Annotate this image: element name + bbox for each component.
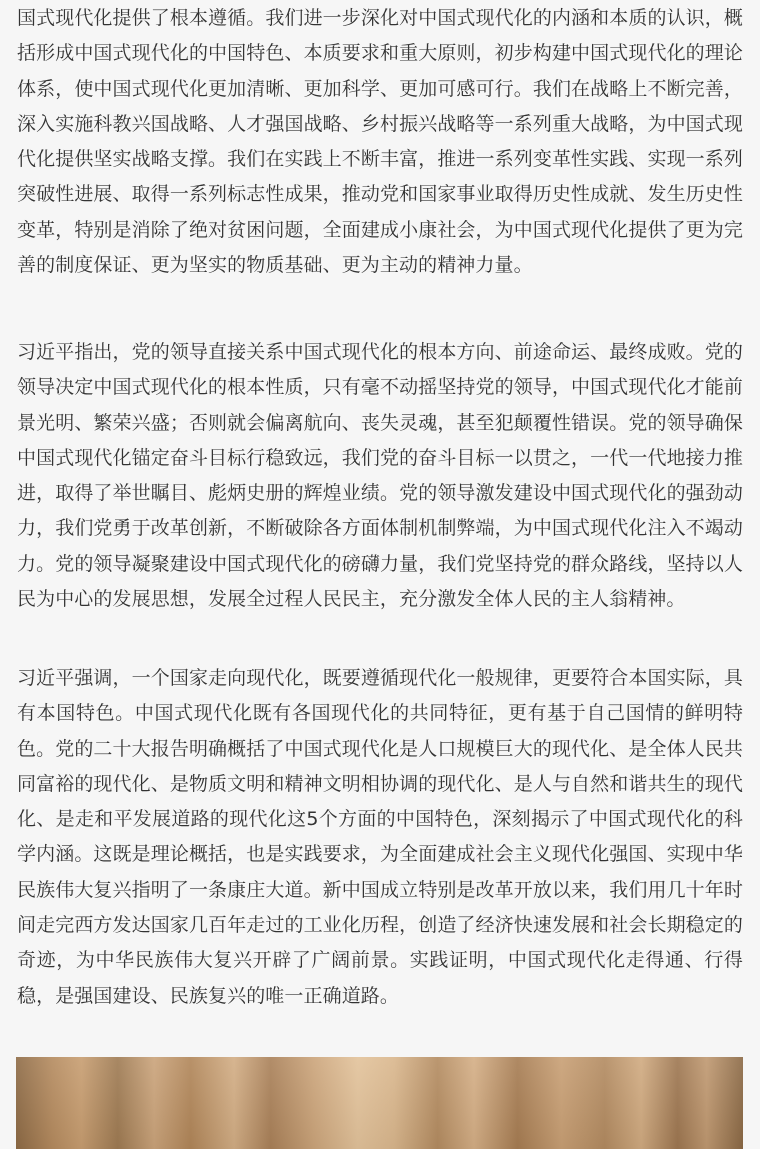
decorative-gold-banner-image xyxy=(16,1057,743,1149)
paragraph-3: 习近平强调，一个国家走向现代化，既要遵循现代化一般规律，更要符合本国实际，具有本国特色。中国式现代化既有各国现代化的共同特征，更有基于自己国情的鲜明特色。党的二十大报告明确概括了中国式现代化是人口规模巨大的现代化、是全体人民共同富裕的现代化、是物质文明和精神文明相协调的现代化、是人与自然和谐共生的现代化、是走和平发展道路的现代化这5个方面的中国特色，深刻揭示了中国式现代化的科学内涵。这既是理论概括，也是实践要求，为全面建成社会主义现代化强国、实现中华民族伟大复兴指明了一条康庄大道。新中国成立特别是改革开放以来，我们用几十年时间走完西方发达国家几百年走过的工业化历程，创造了经济快速发展和社会长期稳定的奇迹，为中华民族伟大复兴开辟了广阔前景。实践证明，中国式现代化走得通、行得稳，是强国建设、民族复兴的唯一正确道路。 xyxy=(17,667,743,1007)
paragraph-1: 国式现代化提供了根本遵循。我们进一步深化对中国式现代化的内涵和本质的认识，概括形成中国式现代化的中国特色、本质要求和重大原则，初步构建中国式现代化的理论体系，使中国式现代化更加清晰、更加科学、更加可感可行。我们在战略上不断完善，深入实施科教兴国战略、人才强国战略、乡村振兴战略等一系列重大战略，为中国式现代化提供坚实战略支撑。我们在实践上不断丰富，推进一系列变革性实践、实现一系列突破性进展、取得一系列标志性成果，推动党和国家事业取得历史性成就、发生历史性变革，特别是消除了绝对贫困问题，全面建成小康社会，为中国式现代化提供了更为完善的制度保证、更为坚实的物质基础、更为主动的精神力量。 xyxy=(17,7,743,277)
paragraph-2: 习近平指出，党的领导直接关系中国式现代化的根本方向、前途命运、最终成败。党的领导决定中国式现代化的根本性质，只有毫不动摇坚持党的领导，中国式现代化才能前景光明、繁荣兴盛；否则就会偏离航向、丧失灵魂，甚至犯颠覆性错误。党的领导确保中国式现代化锚定奋斗目标行稳致远，我们党的奋斗目标一以贯之，一代一代地接力推进，取得了举世瞩目、彪炳史册的辉煌业绩。党的领导激发建设中国式现代化的强劲动力，我们党勇于改革创新，不断破除各方面体制机制弊端，为中国式现代化注入不竭动力。党的领导凝聚建设中国式现代化的磅礴力量，我们党坚持党的群众路线，坚持以人民为中心的发展思想，发展全过程人民民主，充分激发全体人民的主人翁精神。 xyxy=(17,341,743,611)
